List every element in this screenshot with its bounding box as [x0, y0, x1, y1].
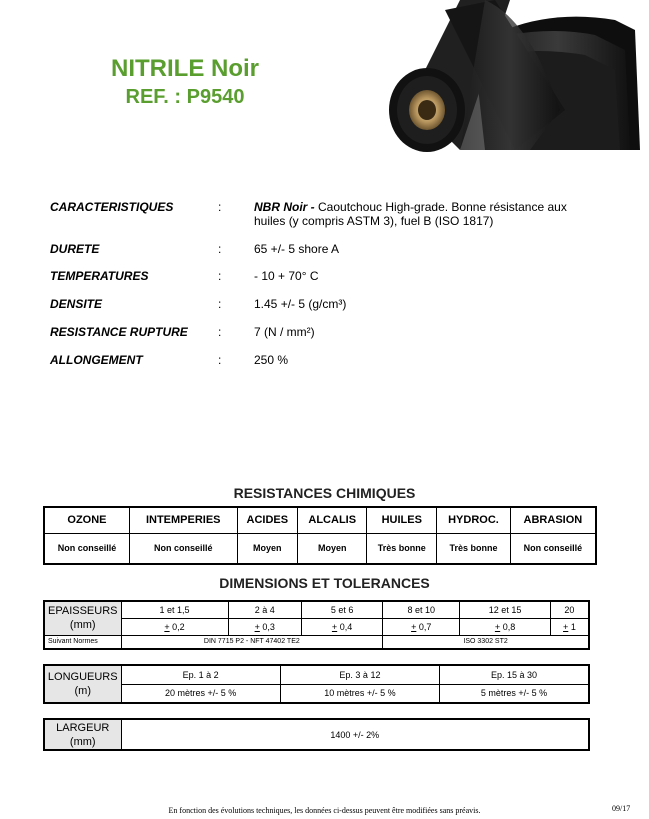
- table-cell: [550, 618, 589, 635]
- table-cell: 10 mètres +/- 5 %: [280, 684, 439, 703]
- table-row: [44, 618, 589, 635]
- spec-row-allongement: [50, 353, 610, 367]
- table-cell: 5 et 6: [301, 601, 382, 618]
- thickness-unit: (mm): [69, 619, 96, 632]
- table-cell: Très bonne: [367, 533, 437, 564]
- rubber-roll-image: [385, 0, 640, 155]
- table-header-cell: OZONE: [44, 507, 129, 533]
- length-unit: (m): [74, 685, 91, 697]
- width-unit: (mm): [69, 735, 96, 748]
- thickness-label: [44, 601, 121, 635]
- norm-din: DIN 7715 P2 - NFT 47402 TE2: [121, 635, 383, 649]
- table-row: [44, 635, 589, 649]
- width-label-text: LARGEUR: [56, 721, 110, 734]
- spec-label: RESISTANCE RUPTURE: [50, 325, 188, 339]
- table-row: [44, 533, 596, 564]
- spec-row-resistance-rupture: [50, 325, 610, 353]
- width-label: [44, 719, 121, 750]
- thickness-table: [43, 600, 590, 650]
- table-cell: Non conseillé: [510, 533, 596, 564]
- thickness-label-text: EPAISSEURS: [48, 605, 118, 618]
- table-cell: 5 mètres +/- 5 %: [440, 684, 589, 703]
- spec-row-durete: [50, 242, 610, 269]
- table-cell: Non conseillé: [129, 533, 237, 564]
- spec-colon: :: [218, 269, 222, 283]
- plus-minus-sign: +: [494, 621, 501, 632]
- spec-colon: :: [218, 353, 222, 367]
- specifications: [50, 200, 610, 367]
- table-row: [44, 719, 589, 750]
- spec-label: ALLONGEMENT: [50, 353, 143, 367]
- spec-label: TEMPERATURES: [50, 269, 149, 283]
- spec-row-temperatures: [50, 269, 610, 297]
- spec-colon: :: [218, 242, 222, 256]
- spec-label: DENSITE: [50, 297, 103, 311]
- width-value: 1400 +/- 2%: [121, 719, 589, 750]
- table-header-cell: HYDROC.: [437, 507, 511, 533]
- spec-value: 65 +/- 5 shore A: [254, 242, 340, 256]
- tolerance-value: 0,3: [262, 621, 275, 632]
- page-number: 09/17: [612, 804, 631, 813]
- table-header-cell: ACIDES: [237, 507, 298, 533]
- table-row: [44, 665, 589, 684]
- table-cell: [228, 618, 301, 635]
- product-title: NITRILE Noir: [111, 55, 259, 82]
- plus-minus-sign: +: [164, 621, 170, 632]
- spec-label: CARACTERISTIQUES: [50, 200, 174, 214]
- length-label-text: LONGUEURS: [47, 671, 118, 683]
- table-header-cell: HUILES: [367, 507, 437, 533]
- table-cell: Ep. 3 à 12: [280, 665, 439, 684]
- length-label: [44, 665, 121, 703]
- width-table: [43, 718, 590, 751]
- title-block: [60, 55, 310, 109]
- plus-minus-sign: +: [563, 621, 569, 632]
- table-cell: Très bonne: [437, 533, 511, 564]
- table-cell: 2 à 4: [228, 601, 301, 618]
- table-header-cell: INTEMPERIES: [129, 507, 237, 533]
- spec-colon: :: [218, 200, 222, 214]
- table-cell: Non conseillé: [44, 533, 129, 564]
- spec-colon: :: [218, 297, 222, 311]
- plus-minus-sign: +: [331, 621, 338, 632]
- table-cell: [301, 618, 382, 635]
- spec-value: 1.45 +/- 5 (g/cm³): [254, 297, 347, 311]
- tolerance-value: 0,8: [502, 621, 516, 632]
- table-cell: Moyen: [298, 533, 367, 564]
- spec-colon: :: [218, 325, 222, 339]
- tolerance-value: 0,4: [339, 621, 353, 632]
- dimensions-title: DIMENSIONS ET TOLERANCES: [219, 575, 430, 591]
- norms-label: Suivant Normes: [44, 635, 121, 649]
- spec-label: DURETE: [50, 242, 100, 256]
- tolerance-value: 0,2: [172, 621, 185, 632]
- table-cell: 1 et 1,5: [121, 601, 228, 618]
- table-row: [44, 507, 596, 533]
- spec-row-densite: [50, 297, 610, 325]
- spec-value: 250 %: [254, 353, 289, 367]
- table-cell: Ep. 1 à 2: [121, 665, 280, 684]
- tolerance-value: 0,7: [418, 621, 432, 632]
- plus-minus-sign: +: [254, 621, 260, 632]
- table-cell: Ep. 15 à 30: [440, 665, 589, 684]
- chemical-resistance-title: RESISTANCES CHIMIQUES: [233, 485, 416, 501]
- footer-note: En fonction des évolutions techniques, les données ci-dessus peuvent être modifiées sans préavis.: [168, 806, 481, 815]
- table-cell: 20 mètres +/- 5 %: [121, 684, 280, 703]
- table-cell: [121, 618, 228, 635]
- plus-minus-sign: +: [411, 621, 417, 632]
- chemical-resistance-table: [43, 506, 597, 565]
- spec-value: 7 (N / mm²): [254, 325, 315, 339]
- table-cell: 20: [550, 601, 589, 618]
- table-cell: 12 et 15: [460, 601, 551, 618]
- length-table: [43, 664, 590, 704]
- table-cell: [460, 618, 551, 635]
- spec-value: [254, 200, 594, 228]
- norm-iso: ISO 3302 ST2: [383, 635, 589, 649]
- table-header-cell: ABRASION: [510, 507, 596, 533]
- table-header-cell: ALCALIS: [298, 507, 367, 533]
- table-row: [44, 601, 589, 618]
- tolerance-value: 1: [570, 621, 576, 632]
- table-cell: [383, 618, 460, 635]
- product-ref: REF. : P9540: [125, 86, 245, 108]
- table-cell: 8 et 10: [383, 601, 460, 618]
- spec-value: - 10 + 70° C: [254, 269, 319, 283]
- spec-value-bold: NBR Noir -: [254, 200, 315, 214]
- spec-value-text: Caoutchouc High-grade. Bonne résistance aux huiles (y compris ASTM 3), fuel B (ISO 1817): [254, 200, 567, 228]
- table-cell: Moyen: [237, 533, 298, 564]
- spec-row-caracteristiques: [50, 200, 610, 242]
- table-row: [44, 684, 589, 703]
